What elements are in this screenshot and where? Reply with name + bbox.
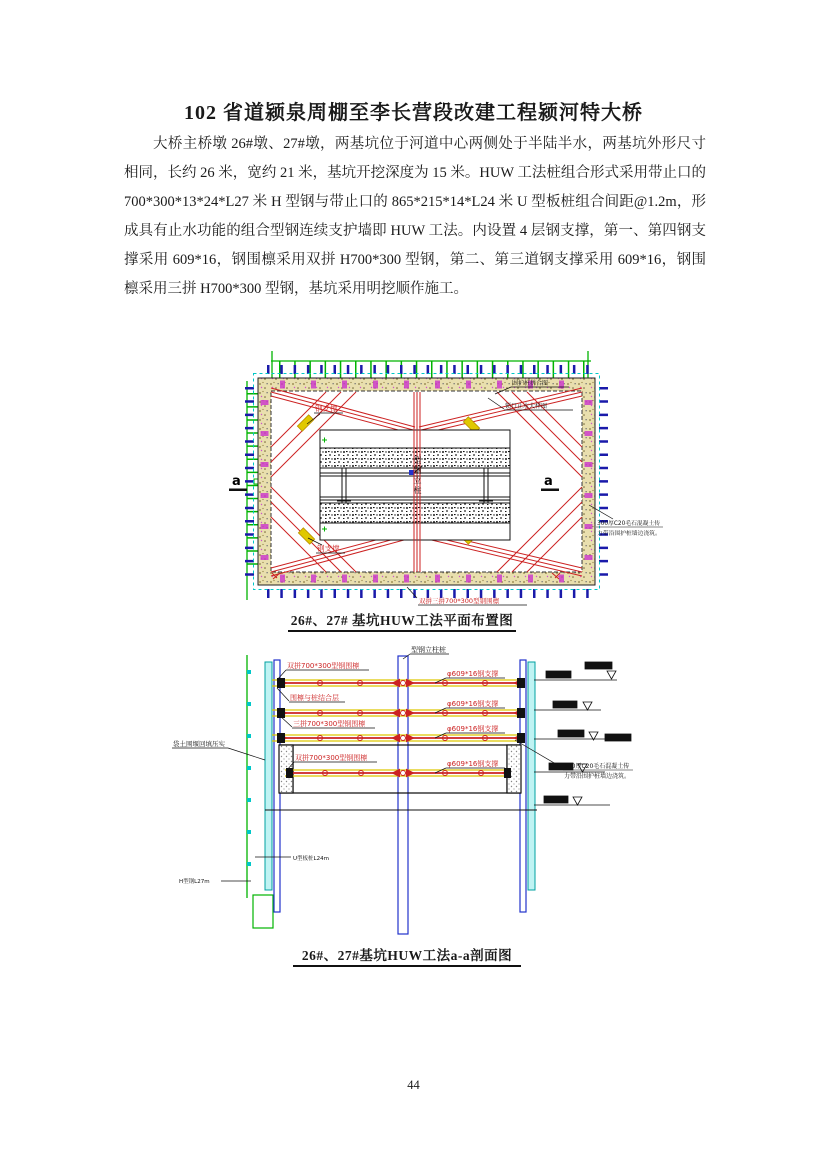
svg-text:300厚C20毛石混凝土传: 300厚C20毛石混凝土传 <box>564 763 630 770</box>
plan-section-marker-left <box>229 474 247 491</box>
svg-text:a: a <box>232 474 241 489</box>
center-column-pile <box>398 656 408 934</box>
body-paragraph: 大桥主桥墩 26#墩、27#墩，两基坑位于河道中心两侧处于半陆半水，两基坑外形尺寸相同，长约 26 米，宽约 21 米，基坑开挖深度为 15 米。HUW 工法桩组合形式采用带止口的 700*300*13*24*L27 米 H 型钢与带止口的 865*215*14*L24 米 U 型板桩组合间距@1.2m，形成具有止水功能的组合型钢连续支护墙即 HUW 工法。内设置 4 层钢支撑，第一、第四钢支撑采用 609*16，钢围檩采用双拼 H700*300 型钢，第二、第三道钢支撑采用 609*16，钢围檩采用三拼 H700*300 型钢，基坑采用明挖顺作施工。 <box>124 136 706 297</box>
svg-text:锁口止水大样图: 锁口止水大样图 <box>505 403 548 410</box>
section-label-waler1 <box>277 661 369 680</box>
plan-view-drawing <box>225 345 685 635</box>
section-label-column <box>403 645 449 659</box>
svg-text:φ609*16钢支撑: φ609*16钢支撑 <box>447 700 499 708</box>
svg-text:双拼700*300型钢围檩: 双拼700*300型钢围檩 <box>295 754 368 762</box>
svg-text:φ609*16钢支撑: φ609*16钢支撑 <box>447 670 499 678</box>
elevation-markers <box>534 662 631 805</box>
svg-text:钢支撑: 钢支撑 <box>317 544 340 553</box>
svg-text:袋土围堰回填压实: 袋土围堰回填压实 <box>173 740 225 748</box>
section-pile-notes <box>179 854 329 885</box>
svg-text:围护桩拼合图: 围护桩拼合图 <box>512 380 549 387</box>
section-label-waler4 <box>287 753 377 770</box>
svg-text:H型钢L27m: H型钢L27m <box>179 879 210 885</box>
svg-text:双拼三拼700*300型钢围檩: 双拼三拼700*300型钢围檩 <box>419 597 500 605</box>
svg-text:双拼700*300型钢围檩: 双拼700*300型钢围檩 <box>287 662 360 670</box>
section-caption: 26#、27#基坑HUW工法a-a剖面图 <box>293 944 521 967</box>
svg-text:a: a <box>544 474 553 489</box>
plan-column-label: 型钢立柱 <box>413 456 422 496</box>
section-strut-labels <box>435 669 505 773</box>
section-label-left-note <box>172 739 265 760</box>
section-label-joint <box>277 688 345 702</box>
svg-text:围檩与桩结合层: 围檩与桩结合层 <box>290 694 339 702</box>
svg-text:φ609*16钢支撑: φ609*16钢支撑 <box>447 760 499 768</box>
page-number: 44 <box>407 1078 420 1092</box>
svg-text:力带沿围护桩墙边浇筑。: 力带沿围护桩墙边浇筑。 <box>564 773 631 780</box>
svg-text:U型板桩L24m: U型板桩L24m <box>293 856 329 862</box>
svg-text:力带沿围护桩墙边浇筑。: 力带沿围护桩墙边浇筑。 <box>597 531 661 537</box>
svg-text:三拼700*300型钢围檩: 三拼700*300型钢围檩 <box>293 720 366 728</box>
plan-caption: 26#、27# 基坑HUW工法平面布置图 <box>288 609 516 632</box>
svg-text:300厚C20毛石混凝土传: 300厚C20毛石混凝土传 <box>597 521 661 527</box>
page-title: 102 省道颍泉周棚至李长营段改建工程颍河特大桥 <box>184 102 643 124</box>
svg-text:钢支撑: 钢支撑 <box>315 404 338 413</box>
section-view-drawing <box>165 640 685 950</box>
svg-text:φ609*16钢支撑: φ609*16钢支撑 <box>447 725 499 733</box>
section-label-waler2 <box>279 715 375 728</box>
plan-right-note <box>589 505 663 537</box>
svg-text:型钢立柱桩: 型钢立柱桩 <box>411 646 446 654</box>
